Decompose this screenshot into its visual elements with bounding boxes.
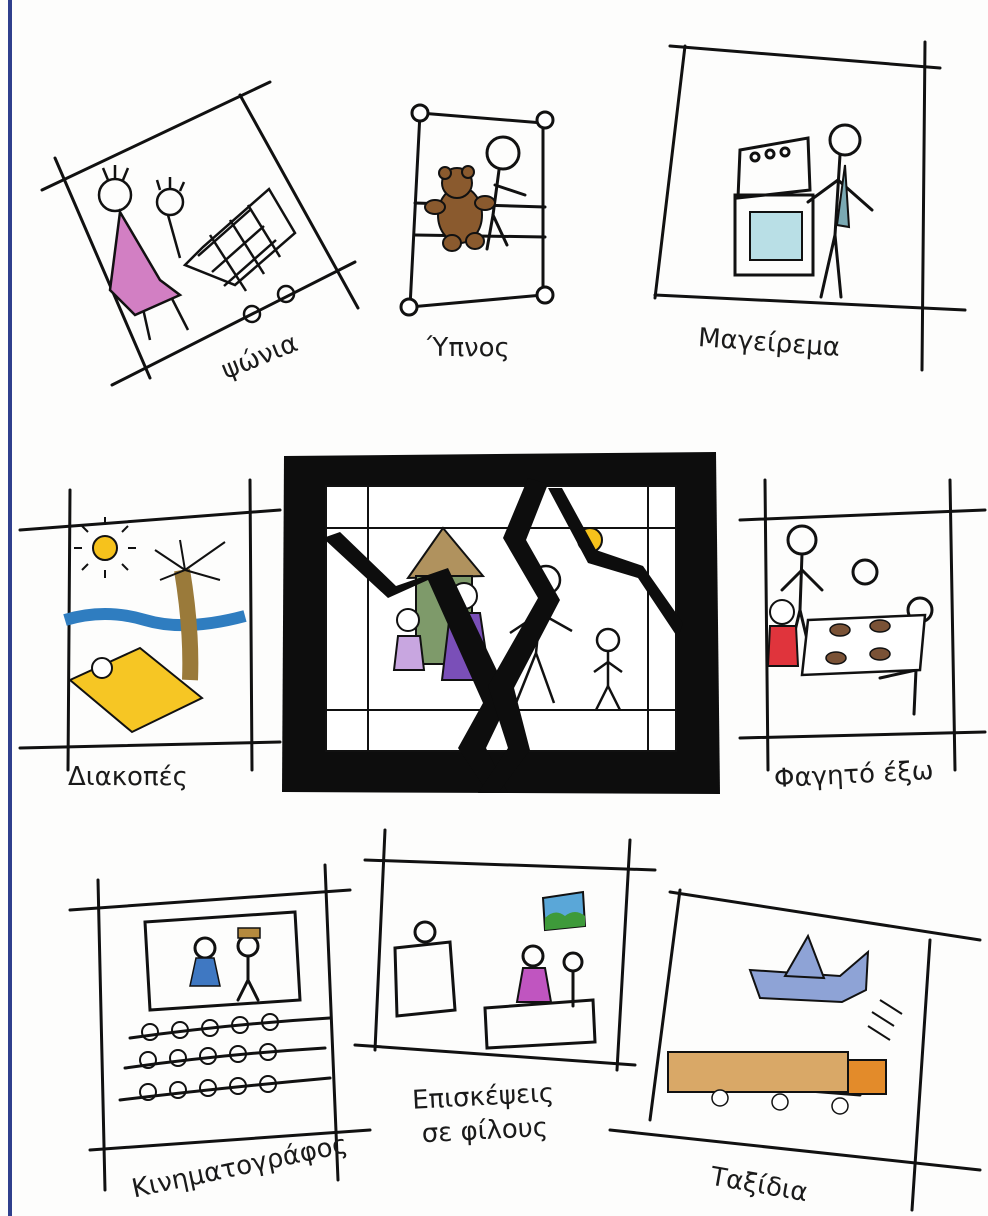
shopping-drawing [40, 80, 360, 390]
cooking-card [640, 40, 970, 370]
visits-label: Επισκέψεις σε φίλους [411, 1078, 555, 1150]
cinema-drawing [70, 860, 370, 1180]
eating-out-drawing [740, 470, 985, 750]
holidays-label: Διακοπές [68, 762, 188, 792]
broken-photo-drawing [278, 448, 722, 800]
page-margin-line [8, 0, 12, 1216]
sleep-label: Ύπνος [427, 333, 510, 363]
travel-drawing [610, 880, 988, 1180]
eating-out-label: Φαγητό έξω [773, 755, 935, 795]
cooking-label: Μαγείρεμα [697, 323, 841, 363]
shopping-card [40, 80, 360, 390]
sleep-card [395, 95, 575, 375]
cooking-drawing [640, 40, 970, 370]
holidays-drawing [20, 470, 280, 750]
travel-card [610, 880, 988, 1216]
cinema-label: Κινηματογράφος [129, 1129, 351, 1205]
cinema-card [70, 860, 370, 1205]
shopping-label: ψώνια [217, 328, 303, 386]
travel-label: Ταξίδια [708, 1161, 811, 1209]
broken-family-photo [278, 448, 722, 800]
holidays-card [20, 470, 280, 800]
sleep-drawing [395, 95, 575, 325]
eating-out-card [740, 470, 985, 800]
